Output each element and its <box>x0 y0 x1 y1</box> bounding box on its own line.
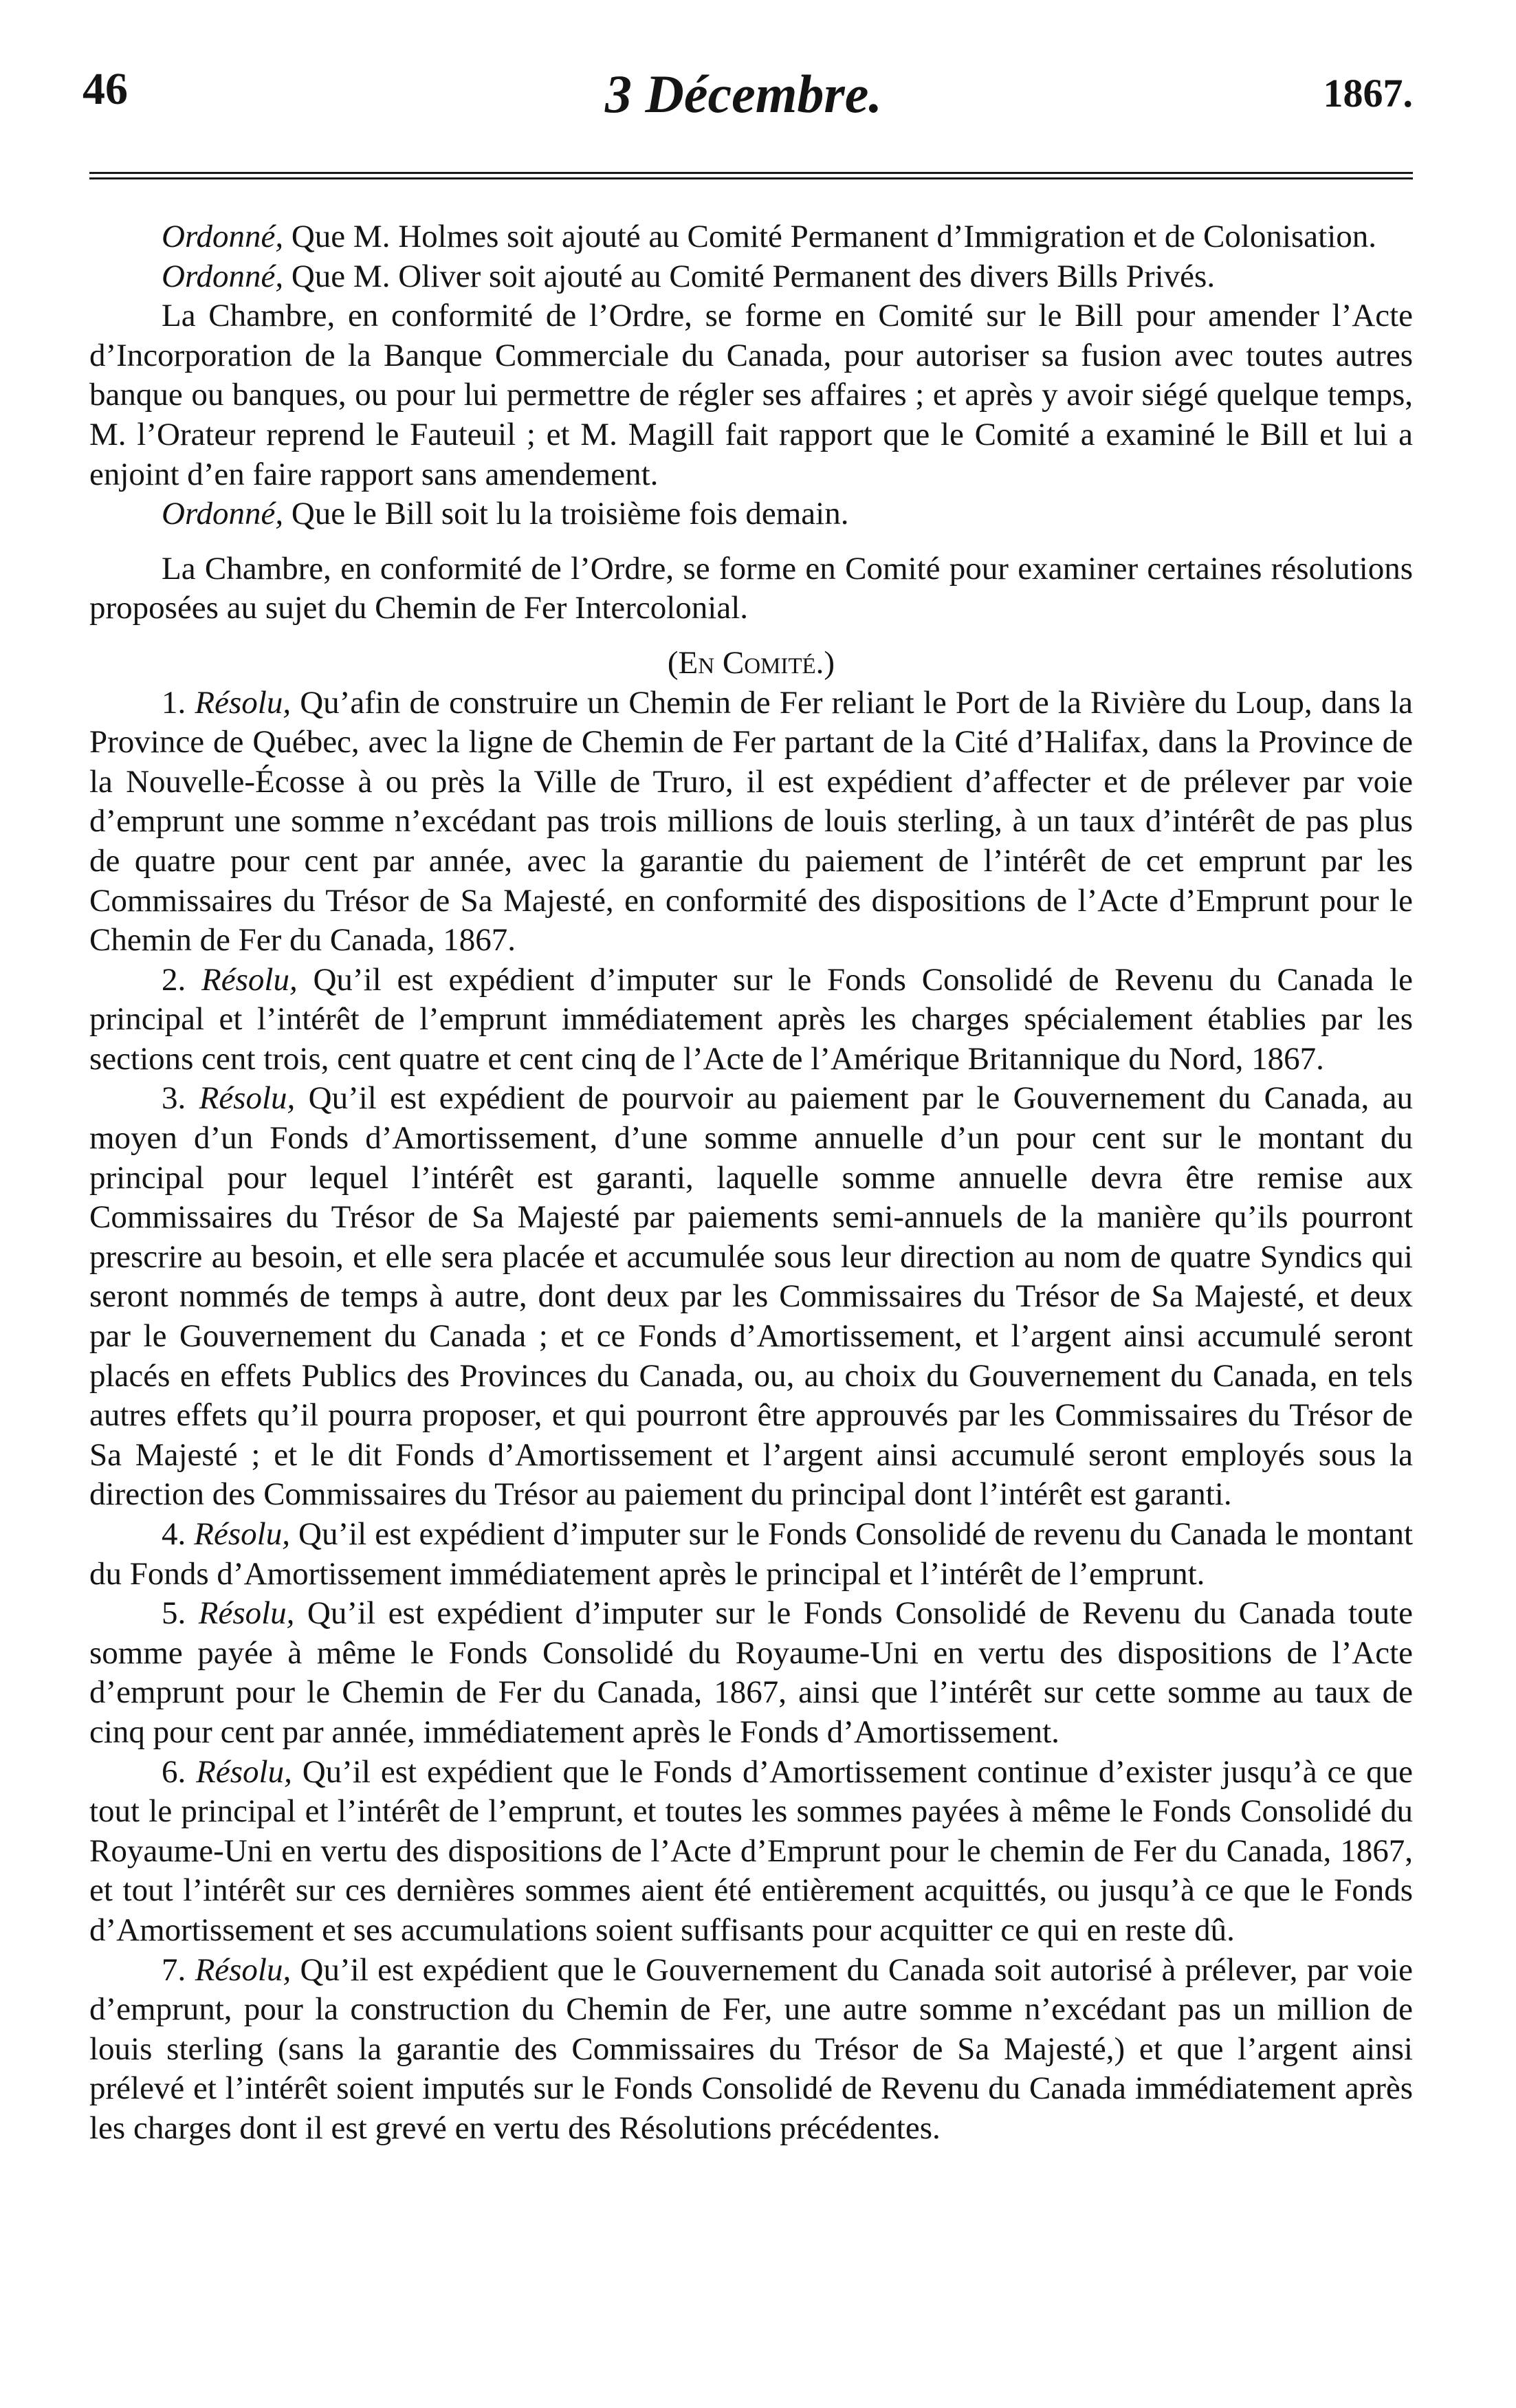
paragraph-label: Ordonné, <box>162 219 284 254</box>
resolution-number: 2. <box>162 961 186 998</box>
paragraph <box>89 494 1413 534</box>
resolution-text: Qu’il est expédient de pourvoir au paiement par le Gouvernement du Canada, au moyen d’un Fonds d’Amortissement, d’une somme annuelle d’un pour cent sur le montant du principal pour lequel l’intérêt est garanti, laquelle somme annuelle devra être remise aux Commissaires du Trésor de Sa Majesté par paiements semi-annuels de la manière qu’ils pourront prescrire au besoin, et elle sera placée et accumulée sous leur direction au nom de quatre Syndics qui seront nommés de temps à autre, dont deux par les Commissaires du Trésor de Sa Majesté, et deux par le Gouvernement du Canada ; et ce Fonds d’Amortissement, et l’argent ainsi accumulé seront placés en effets Publics des Provinces du Canada, ou, au choix du Gouvernement du Canada, en tels autres effets qu’il pourra proposer, et qui pourront être approuvés par les Commissaires du Trésor de Sa Majesté ; et le dit Fonds d’Amortissement et l’argent ainsi accumulé seront employés sous la direction des Commissaires du Trésor au paiement du principal dont l’intérêt est garanti. <box>89 1080 1414 1513</box>
resolution-label: Résolu, <box>195 1951 292 1988</box>
paragraph-text: La Chambre, en conformité de l’Ordre, se forme en Comité pour examiner certaines résolutions proposées au sujet du Chemin de Fer Intercolonial. <box>89 550 1413 626</box>
paragraph-text: Que M. Oliver soit ajouté au Comité Permanent des divers Bills Privés. <box>283 258 1216 294</box>
resolution-label: Résolu, <box>196 1753 292 1790</box>
resolution-label: Résolu, <box>199 1080 296 1117</box>
resolution <box>89 683 1413 961</box>
page-header <box>83 63 1413 139</box>
resolution-label: Résolu, <box>201 961 298 998</box>
paragraph-text: Que M. Holmes soit ajouté au Comité Permanent d’Immigration et de Colonisation. <box>283 219 1377 254</box>
resolution-number: 7. <box>162 1951 186 1988</box>
header-rule-top <box>89 172 1413 174</box>
resolution-text: Qu’il est expédient d’imputer sur le Fonds Consolidé de revenu du Canada le montant du Fonds d’Amortissement immédiatement après le principal et l’intérêt de l’emprunt. <box>89 1516 1414 1592</box>
resolution-number: 1. <box>162 684 186 721</box>
paragraph-label: Ordonné, <box>162 496 284 532</box>
resolution-text: Qu’il est expédient d’imputer sur le Fonds Consolidé de Revenu du Canada le principal et l’intérêt de l’emprunt immédiatement après les charges spécialement établies par les sections cent trois, cent quatre et cent cinq de l’Acte de l’Amérique Britannique du Nord, 1867. <box>89 961 1413 1077</box>
paragraph-label: Ordonné, <box>162 258 284 294</box>
resolution <box>89 1951 1413 2149</box>
page-date: 3 Décembre. <box>605 64 882 124</box>
page-number: 46 <box>83 64 128 114</box>
paragraph <box>89 217 1413 257</box>
resolution-label: Résolu, <box>194 1516 290 1552</box>
page-year: 1867. <box>1323 71 1413 116</box>
committee-heading: (En Comité.) <box>667 644 835 681</box>
resolution-text: Qu’il est expédient que le Gouvernement du Canada soit autorisé à prélever, par voie d’emprunt, pour la construction du Chemin de Fer, une autre somme n’excédant pas un million de louis sterling (sans la garantie des Commissaires du Trésor de Sa Majesté,) et que l’argent ainsi prélevé et l’intérêt soient imputés sur le Fonds Consolidé de Revenu du Canada immédiatement après les charges dont il est grevé en vertu des Résolutions précédentes. <box>89 1951 1413 2146</box>
header-rule-bottom <box>89 177 1413 179</box>
body-text <box>89 217 1413 2149</box>
resolution <box>89 1594 1413 1752</box>
resolution-label: Résolu, <box>198 1595 295 1632</box>
paragraph <box>89 257 1413 297</box>
paragraph-text: La Chambre, en conformité de l’Ordre, se forme en Comité sur le Bill pour amender l’Acte d’Incorporation de la Banque Commerciale du Canada, pour autoriser sa fusion avec toutes autres banque ou banques, ou pour lui permettre de régler ses affaires ; et après y avoir siégé quelque temps, M. l’Orateur reprend le Fauteuil ; et M. Magill fait rapport que le Comité a examiné le Bill et lui a enjoint d’en faire rapport sans amendement. <box>89 298 1413 492</box>
resolution-text: Qu’il est expédient que le Fonds d’Amortissement continue d’exister jusqu’à ce que tout le principal et l’intérêt de l’emprunt, et toutes les sommes payées à même le Fonds Consolidé du Royaume-Uni en vertu des dispositions de l’Acte d’Emprunt pour le chemin de Fer du Canada, 1867, et tout l’intérêt sur ces dernières sommes aient été entièrement acquittés, ou jusqu’à ce que le Fonds d’Amortissement et ses accumulations soient suffisants pour acquitter ce qui en reste dû. <box>89 1753 1413 1948</box>
resolution-number: 5. <box>162 1595 186 1632</box>
resolution-number: 3. <box>162 1080 186 1117</box>
resolution <box>89 1079 1413 1515</box>
paragraph <box>89 296 1413 494</box>
resolution-number: 4. <box>162 1516 186 1552</box>
paragraph-text: Que le Bill soit lu la troisième fois demain. <box>283 496 849 532</box>
resolution-text: Qu’afin de construire un Chemin de Fer reliant le Port de la Rivière du Loup, dans la Province de Québec, avec la ligne de Chemin de Fer partant de la Cité d’Halifax, dans la Province de la Nouvelle-Écosse à ou près la Ville de Truro, il est expédient d’affecter et de prélever par voie d’emprunt une somme n’excédant pas trois millions de louis sterling, à un taux d’intérêt de pas plus de quatre pour cent par année, avec la garantie du paiement de l’intérêt de cet emprunt par les Commissaires du Trésor de Sa Majesté, en conformité des dispositions de l’Acte d’Emprunt pour le Chemin de Fer du Canada, 1867. <box>89 684 1413 959</box>
resolution-text: Qu’il est expédient d’imputer sur le Fonds Consolidé de Revenu du Canada toute somme payée à même le Fonds Consolidé du Royaume-Uni en vertu des dispositions de l’Acte d’emprunt pour le Chemin de Fer du Canada, 1867, ainsi que l’intérêt sur cette somme au taux de cinq pour cent par année, immédiatement après le Fonds d’Amortissement. <box>89 1595 1414 1750</box>
resolution <box>89 1515 1413 1594</box>
resolution <box>89 961 1413 1080</box>
paragraph <box>89 549 1413 628</box>
resolution-number: 6. <box>162 1753 186 1790</box>
resolution-label: Résolu, <box>195 684 292 721</box>
resolution <box>89 1753 1413 1951</box>
